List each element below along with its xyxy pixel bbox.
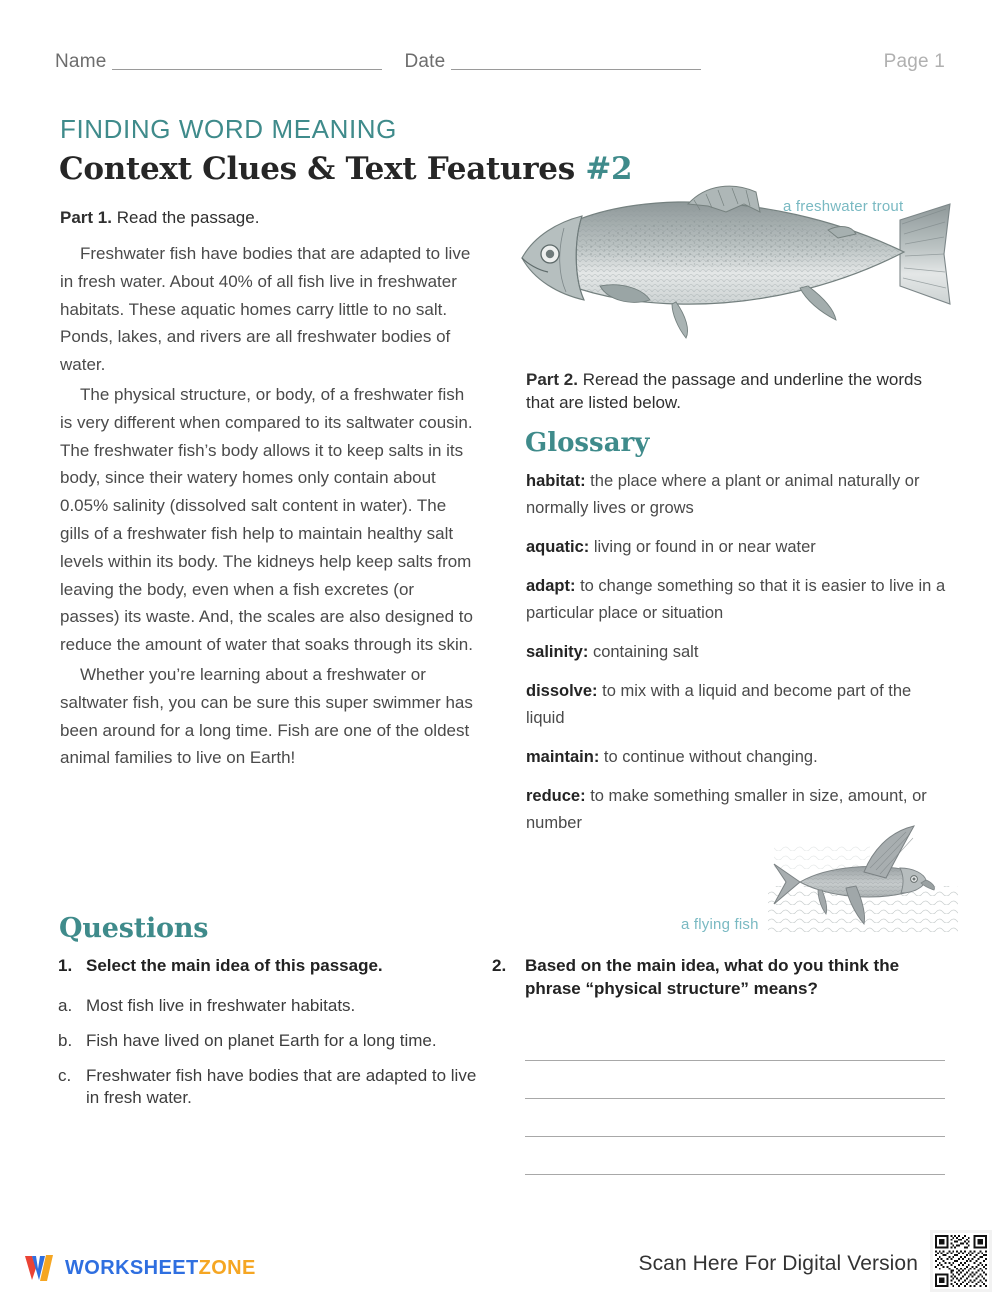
glossary-term: salinity:: [526, 643, 589, 661]
question-1-prompt: Select the main idea of this passage.: [86, 956, 383, 975]
answer-option-marker: b.: [58, 1031, 73, 1050]
glossary-term: habitat:: [526, 472, 586, 490]
question-1-prompt-row: [58, 955, 478, 977]
passage-paragraph: Freshwater fish have bodies that are adapted to live in fresh water. About 40% of all fish live in freshwater habitats. These aquatic homes carry little to no salt. Ponds, lakes, and rivers are all freshwater bodies of water.: [60, 244, 471, 375]
glossary-entry: [526, 744, 946, 771]
part2-text: Reread the passage and underline the words that are listed below.: [526, 370, 922, 412]
glossary-definition: living or found in or near water: [589, 538, 816, 556]
glossary-definition: containing salt: [588, 643, 699, 661]
page-title-number: #2: [585, 151, 633, 187]
glossary-term: maintain:: [526, 748, 600, 766]
answer-option-marker: a.: [58, 996, 73, 1015]
part1-text: Read the passage.: [111, 208, 260, 227]
question-1-block: [58, 955, 478, 1122]
glossary-entry: [526, 534, 946, 561]
question-2-block: [492, 955, 952, 1000]
flying-fish-caption: a flying fish: [681, 916, 759, 933]
glossary-list: [526, 468, 946, 849]
worksheet-zone-logo-text: [65, 1257, 256, 1280]
glossary-entry: [526, 468, 946, 522]
answer-option-marker: c.: [58, 1066, 72, 1085]
glossary-definition: to make something smaller in size, amount, or number: [526, 787, 927, 832]
glossary-definition: to mix with a liquid and become part of the liquid: [526, 682, 912, 727]
worksheet-zone-logo[interactable]: [22, 1252, 256, 1284]
answer-option-text: Freshwater fish have bodies that are adapted to live in fresh water.: [86, 1066, 477, 1107]
answer-option[interactable]: [58, 1065, 478, 1109]
name-write-line[interactable]: [112, 68, 382, 70]
question-1-marker: 1.: [58, 956, 73, 975]
glossary-entry: [526, 639, 946, 666]
date-label: Date: [404, 51, 446, 72]
glossary-entry: [526, 573, 946, 627]
answer-option[interactable]: [58, 995, 478, 1017]
worksheet-zone-logo-icon: [22, 1252, 56, 1284]
passage-paragraph: Whether you’re learning about a freshwater or saltwater fish, you can be sure this super swimmer has been around for a long time. Fish are one of the oldest animal families to live on Earth!: [60, 664, 473, 768]
trout-caption: a freshwater trout: [783, 198, 904, 215]
logo-word-worksheet: WORKSHEET: [65, 1256, 199, 1279]
answer-write-line[interactable]: [525, 1023, 945, 1061]
part1-instruction: [60, 208, 478, 228]
name-label: Name: [55, 51, 107, 72]
answer-option-text: Fish have lived on planet Earth for a long time.: [86, 1031, 437, 1050]
answer-option-text: Most fish live in freshwater habitats.: [86, 996, 356, 1015]
part2-label: Part 2.: [526, 370, 578, 389]
glossary-term: adapt:: [526, 577, 576, 595]
flying-fish-illustration: [768, 824, 958, 932]
part2-instruction: [526, 368, 946, 414]
glossary-definition: to continue without changing.: [599, 748, 818, 766]
worksheet-header-row: [55, 44, 945, 74]
passage-body: [60, 240, 478, 772]
date-write-line[interactable]: [451, 68, 701, 70]
logo-word-zone: ZONE: [198, 1256, 256, 1279]
glossary-entry: [526, 678, 946, 732]
passage-column: [60, 208, 478, 774]
questions-heading: Questions: [59, 913, 209, 944]
glossary-heading: Glossary: [525, 428, 650, 458]
page-number: Page 1: [883, 51, 945, 72]
page-title-main: Context Clues & Text Features: [59, 151, 586, 187]
question-2-prompt-row: [492, 955, 952, 1000]
answer-write-line[interactable]: [525, 1061, 945, 1099]
glossary-definition: the place where a plant or animal naturally or normally lives or grows: [526, 472, 920, 517]
answer-option[interactable]: [58, 1030, 478, 1052]
question-2-prompt: Based on the main idea, what do you think the phrase “physical structure” means?: [525, 956, 900, 998]
scan-instruction: Scan Here For Digital Version: [638, 1252, 918, 1275]
passage-paragraph: The physical structure, or body, of a freshwater fish is very different when compared to its saltwater cousin. The freshwater fish’s body allows it to keep salts in its body, since their watery homes only contain about 0.05% salinity (dissolved salt content in water). The gills of a freshwater fish help to maintain healthy salt levels within its body. The kidneys help keep salts from leaving the body, even when a fish excretes (or passes) its waste. And, the scales are also designed to reduce the amount of water that soaks through its skin.: [60, 384, 473, 655]
glossary-term: reduce:: [526, 787, 586, 805]
answer-write-line[interactable]: [525, 1137, 945, 1175]
glossary-term: aquatic:: [526, 538, 590, 556]
part1-label: Part 1.: [60, 208, 112, 227]
glossary-term: dissolve:: [526, 682, 598, 700]
answer-write-line[interactable]: [525, 1099, 945, 1137]
qr-code[interactable]: [930, 1230, 992, 1292]
question-2-marker: 2.: [492, 956, 507, 975]
question-2-answer-area[interactable]: [525, 1023, 945, 1175]
glossary-definition: to change something so that it is easier to live in a particular place or situation: [526, 577, 946, 622]
worksheet-category: FINDING WORD MEANING: [60, 114, 397, 144]
